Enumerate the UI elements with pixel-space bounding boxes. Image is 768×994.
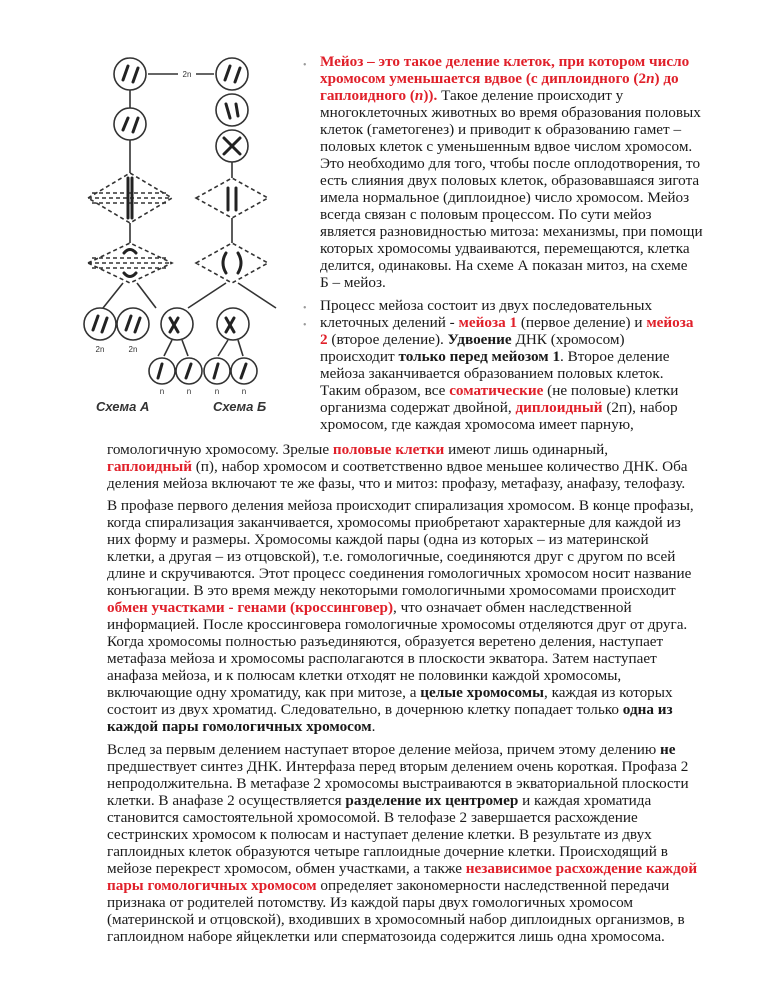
text-segment: Такое деление происходит у: [437, 87, 624, 104]
highlighted-term: 2: [320, 331, 328, 348]
text-segment: (материнской и отцовской), входивших в хромосомный набор диплоидных организмов, в: [107, 911, 685, 928]
text-segment: предшествует синтез ДНК. Интерфаза перед вторым делением очень короткая. Профаза 2: [107, 758, 689, 775]
bold-text: одна из: [622, 701, 673, 718]
meiosis-mitosis-diagram: [78, 38, 308, 418]
text-line: [320, 399, 693, 416]
bullet-marker: •: [303, 60, 307, 71]
text-line: [320, 297, 693, 314]
text-segment: (не половые) клетки: [543, 382, 679, 399]
ploidy-label: 2n: [182, 70, 192, 79]
highlighted-term: Мейоз – это такое деление клеток, при котором число: [320, 53, 690, 70]
paragraph-second-division: [107, 741, 697, 945]
ploidy-label: n: [186, 387, 192, 396]
highlighted-term: независимое расхождение каждой: [465, 860, 698, 877]
highlighted-term: мейоза 1: [458, 314, 518, 331]
text-segment: метафаза мейоза и хромосомы располагаются в плоскости экватора. Затем наступает: [107, 650, 657, 667]
text-line: [107, 633, 694, 650]
text-line: [320, 382, 693, 399]
paragraph-intro: [320, 53, 703, 291]
highlighted-term: гаплоидный: [107, 458, 192, 475]
text-line: [320, 189, 703, 206]
text-segment: них форму и размеры. Хромосомы каждой пары (одна из которых – из материнской: [107, 531, 649, 548]
text-segment: ДНК (хромосом): [511, 331, 625, 348]
text-line: [320, 172, 703, 189]
text-line: [107, 548, 694, 565]
ploidy-label: n: [241, 387, 247, 396]
highlighted-term: пары гомологичных хромосом: [107, 877, 317, 894]
text-segment: длине и скручиваются. Этот процесс соединения гомологичных хромосом носит название: [107, 565, 692, 582]
text-line: [320, 138, 703, 155]
text-line: [107, 701, 694, 718]
highlighted-term: )).: [423, 87, 438, 104]
text-segment: происходит: [320, 348, 399, 365]
text-line: [107, 684, 694, 701]
text-line: [107, 758, 697, 775]
text-segment: когда спирализация заканчивается, хромосомы приобретают характерные для каждой из: [107, 514, 681, 531]
ploidy-label: n: [214, 387, 220, 396]
text-line: [107, 616, 694, 633]
text-line: [107, 497, 694, 514]
text-line: [107, 514, 694, 531]
bold-text: целые хромосомы: [420, 684, 544, 701]
ploidy-label: 2n: [128, 345, 138, 354]
text-line: [107, 826, 697, 843]
text-segment: половых клеток с уменьшенным вдвое числом хромосом.: [320, 138, 693, 155]
text-line: [320, 257, 703, 274]
text-segment: .: [371, 718, 376, 735]
highlighted-term: обмен участками - генами (кроссинговер): [107, 599, 394, 616]
highlighted-term: n: [414, 87, 424, 104]
text-segment: В профазе первого деления мейоза происходит спирализация хромосом. В конце профазы,: [107, 497, 694, 514]
highlighted-term: диплоидный: [515, 399, 603, 416]
text-segment: мейоза заканчивается образованием половых клеток.: [320, 365, 664, 382]
text-segment: Когда хромосомы полностью разъединяются, образуется веретено деления, наступает: [107, 633, 664, 650]
text-segment: гаплоидном наборе яйцеклетки или сперматозоида содержится лишь одна хромосома.: [107, 928, 665, 945]
text-line: [320, 314, 693, 331]
highlighted-term: мейоза: [646, 314, 694, 331]
text-segment: (второе деление).: [327, 331, 448, 348]
text-line: [107, 667, 694, 684]
text-segment: сестринских хромосом к полюсам и наступает деление клетки. В результате из двух: [107, 826, 652, 843]
text-line: [320, 416, 693, 433]
text-line: [320, 53, 703, 70]
text-line: [107, 809, 697, 826]
text-line: [107, 741, 697, 758]
text-segment: мейозе перекрест хромосом, обмен участками, а также: [107, 860, 466, 877]
text-line: [320, 70, 703, 87]
text-segment: клеточных делений -: [320, 314, 459, 331]
text-line: [107, 582, 694, 599]
text-line: [107, 894, 697, 911]
highlighted-term: ) до: [654, 70, 679, 87]
text-line: [320, 274, 703, 291]
text-line: [320, 223, 703, 240]
text-segment: (первое деление) и: [517, 314, 647, 331]
text-segment: организма содержат двойной,: [320, 399, 516, 416]
text-segment: включающие одну хроматиду, как при митозе, а: [107, 684, 421, 701]
text-segment: гаплоидных клеток образуются четыре гаплоидные дочерние клетки. Происходящий в: [107, 843, 668, 860]
text-segment: хромосом, где каждая хромосома имеет парную,: [320, 416, 634, 433]
text-line: [320, 206, 703, 223]
text-line: [320, 348, 693, 365]
text-segment: анафаза мейоза, и к полюсам клетки отходят не половинки каждой хромосомы,: [107, 667, 622, 684]
text-line: [107, 565, 694, 582]
text-segment: которых хромосомы удваиваются, перемещаются, клетка: [320, 240, 690, 257]
text-segment: , что означает обмен наследственной: [393, 599, 632, 616]
paragraph-process: [320, 297, 693, 433]
text-segment: Таким образом, все: [320, 382, 450, 399]
text-line: [107, 775, 697, 792]
bullet-marker: •: [303, 303, 307, 314]
text-line: [107, 928, 697, 945]
text-segment: , каждая из которых: [544, 684, 673, 701]
text-segment: непродолжительна. В метафазе 2 хромосомы выстраиваются в экваториальной плоскости: [107, 775, 689, 792]
text-segment: деления мейоза включают те же фазы, что и митоз: профазу, метафазу, анафазу, телофазу.: [107, 475, 686, 492]
highlighted-term: половые клетки: [332, 441, 445, 458]
text-segment: конъюгации. В это время между некоторыми гомологичными хромосомами происходит: [107, 582, 676, 599]
text-segment: становится самостоятельной хромосомой. В телофазе 2 завершается расхождение: [107, 809, 638, 826]
text-segment: есть слияния двух половых клеток, образовавшаяся зигота: [320, 172, 700, 189]
text-line: [107, 843, 697, 860]
text-segment: клетки. В анафазе 2 осуществляется: [107, 792, 346, 809]
text-line: [320, 365, 693, 382]
text-segment: имела нормальное (диплоидное) число хромосом. Мейоз: [320, 189, 690, 206]
text-line: [107, 877, 697, 894]
highlighted-term: соматические: [449, 382, 544, 399]
text-segment: делится, одинаковы. На схеме А показан митоз, на схеме: [320, 257, 688, 274]
text-segment: и каждая хроматида: [518, 792, 652, 809]
caption-scheme-a: Схема А: [96, 399, 150, 414]
ploidy-label: n: [159, 387, 165, 396]
bold-text: только перед мейозом 1: [398, 348, 561, 365]
text-line: [107, 718, 694, 735]
text-segment: Вслед за первым делением наступает второе деление мейоза, причем этому делению: [107, 741, 660, 758]
text-line: [107, 599, 694, 616]
text-line: [107, 441, 688, 458]
text-line: [107, 650, 694, 667]
text-segment: является разновидностью митоза: механизмы, при помощи: [320, 223, 703, 240]
text-line: [320, 331, 693, 348]
text-segment: всегда связан с половым процессом. По сути мейоз: [320, 206, 652, 223]
text-segment: Это необходимо для того, чтобы после оплодотворения, то: [320, 155, 701, 172]
text-line: [320, 155, 703, 172]
bold-text: каждой пары гомологичных хромосом: [107, 718, 372, 735]
highlighted-term: гаплоидного (: [320, 87, 415, 104]
text-segment: многоклеточных животных во время образования половых: [320, 104, 701, 121]
highlighted-term: n: [646, 70, 655, 87]
text-segment: признака от родителей потомству. Из каждой пары двух гомологичных хромосом: [107, 894, 634, 911]
text-line: [320, 104, 703, 121]
bold-text: не: [659, 741, 676, 758]
text-segment: клетки, а другая – из отцовской), т.е. гомологичные, соединяются друг с другом по всей: [107, 548, 676, 565]
highlighted-term: хромосом уменьшается вдвое (с диплоидного (2: [320, 70, 647, 87]
text-line: [107, 475, 688, 492]
text-line: [320, 240, 703, 257]
bullet-marker: •: [303, 320, 307, 331]
text-segment: Процесс мейоза состоит из двух последовательных: [320, 297, 653, 314]
text-line: [320, 87, 703, 104]
bold-text: разделение их центромер: [345, 792, 519, 809]
text-line: [320, 121, 703, 138]
paragraph-prophase: [107, 497, 694, 735]
text-segment: гомологичную хромосому. Зрелые: [107, 441, 333, 458]
text-segment: . Второе деление: [560, 348, 670, 365]
ploidy-label: 2n: [95, 345, 105, 354]
text-segment: Б – мейоз.: [320, 274, 386, 291]
text-line: [107, 860, 697, 877]
bold-text: Удвоение: [447, 331, 512, 348]
text-segment: (п), набор хромосом и соответственно вдвое меньшее количество ДНК. Оба: [191, 458, 688, 475]
caption-scheme-b: Схема Б: [213, 399, 267, 414]
text-segment: (2п), набор: [602, 399, 678, 416]
paragraph-process-continued: [107, 441, 688, 492]
text-line: [107, 792, 697, 809]
text-segment: информацией. После кроссинговера гомологичные хромосомы отделяются друг от друга.: [107, 616, 688, 633]
text-segment: состоит из двух хроматид. Следовательно, в дочернюю клетку попадает только: [107, 701, 623, 718]
text-segment: имеют лишь одинарный,: [444, 441, 609, 458]
text-segment: клеток (гаметогенез) и приводит к образованию гамет –: [320, 121, 682, 138]
text-segment: определяет закономерности наследственной передачи: [316, 877, 670, 894]
text-line: [107, 458, 688, 475]
text-line: [107, 531, 694, 548]
text-line: [107, 911, 697, 928]
